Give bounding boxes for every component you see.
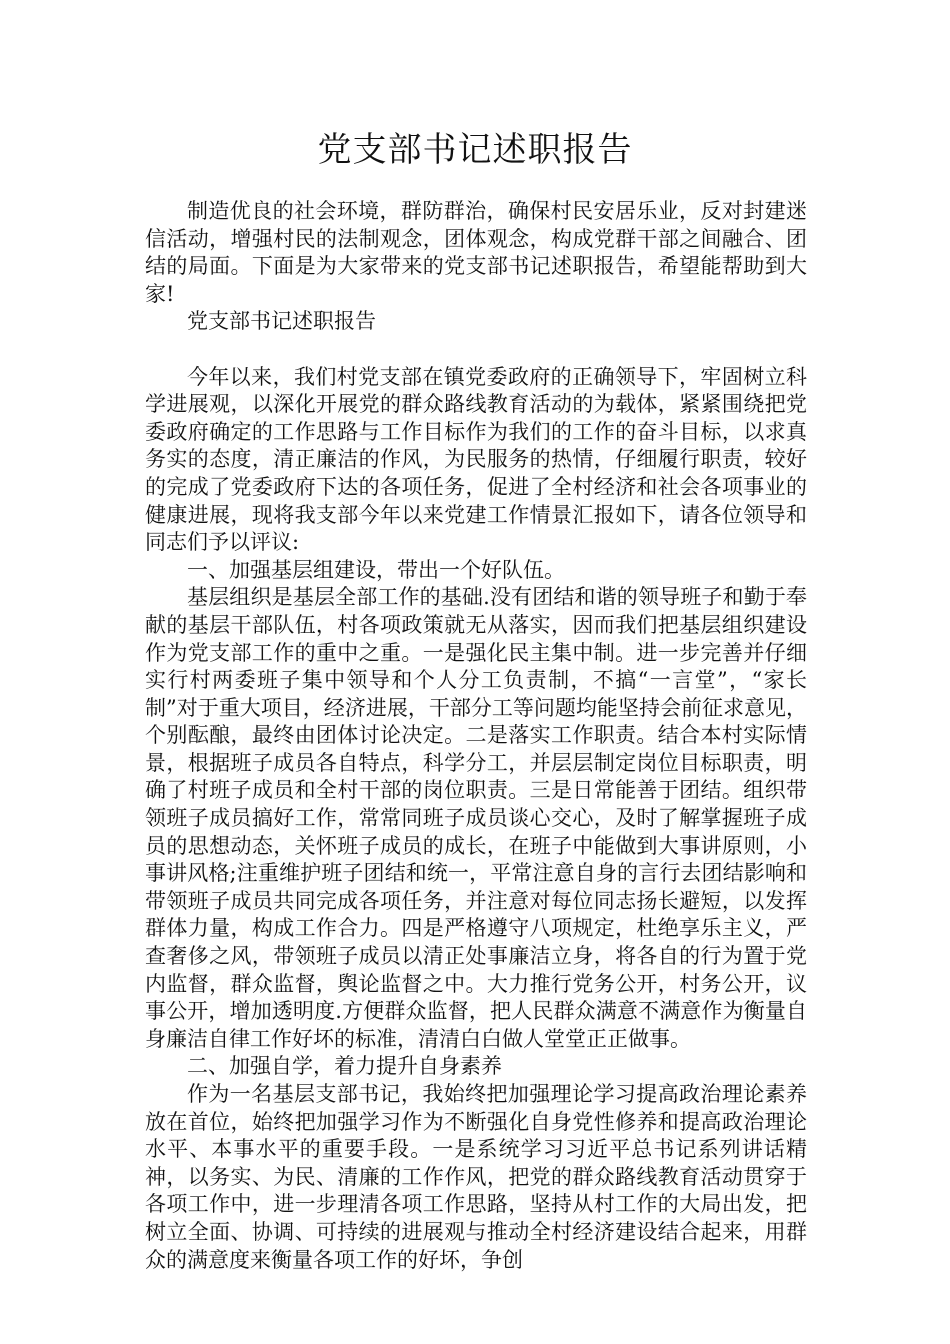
subtitle-line: 党支部书记述职报告 <box>187 309 376 334</box>
body-paragraph-3: 作为一名基层支部书记，我始终把加强理论学习提高政治理论素养放在首位，始终把加强学习作为不断强化自身党性修养和提高政治理论水平、本事水平的重要手段。一是系统学习习近平总书记系列讲话精神，以务实、为民、清廉的工作作风，把党的群众路线教育活动贯穿于各项工作中，进一步理清各项工作思路，坚持从村工作的大局出发，把树立全面、协调、可持续的进展观与推动全村经济建设结合起来，用群众的满意度来衡量各项工作的好坏，争创 <box>145 1082 807 1272</box>
section-heading-2: 二、加强自学，着力提升自身素养 <box>187 1054 502 1079</box>
document-title: 党支部书记述职报告 <box>317 130 633 170</box>
section-heading-1: 一、加强基层组建设，带出一个好队伍。 <box>187 557 565 582</box>
blank-line <box>145 336 807 364</box>
document-body <box>145 198 807 1274</box>
intro-paragraph: 制造优良的社会环境，群防群治，确保村民安居乐业，反对封建迷信活动，增强村民的法制观念，团体观念，构成党群干部之间融合、团结的局面。下面是为大家带来的党支部书记述职报告，希望能帮助到大家! <box>145 199 807 306</box>
body-paragraph-2: 基层组织是基层全部工作的基础.没有团结和谐的领导班子和勤于奉献的基层干部队伍，村各项政策就无从落实，因而我们把基层组织建设作为党支部工作的重中之重。一是强化民主集中制。进一步完善并仔细实行村两委班子集中领导和个人分工负责制，不搞“一言堂”，“家长制”对于重大项目，经济进展，干部分工等问题均能坚持会前征求意见，个别酝酿，最终由团体讨论决定。二是落实工作职责。结合本村实际情景，根据班子成员各自特点，科学分工，并层层制定岗位目标职责，明确了村班子成员和全村干部的岗位职责。三是日常能善于团结。组织带领班子成员搞好工作，常常同班子成员谈心交心，及时了解掌握班子成员的思想动态，关怀班子成员的成长，在班子中能做到大事讲原则，小事讲风格;注重维护班子团结和统一，平常注意自身的言行去团结影响和带领班子成员共同完成各项任务，并注意对每位同志扬长避短，以发挥群体力量，构成工作合力。四是严格遵守八项规定，杜绝享乐主义，严查奢侈之风，带领班子成员以清正处事廉洁立身，将各自的行为置于党内监督，群众监督，舆论监督之中。大力推行党务公开，村务公开，议事公开，增加透明度.方便群众监督，把人民群众满意不满意作为衡量自身廉洁自律工作好坏的标准，清清白白做人堂堂正正做事。 <box>145 585 807 1051</box>
body-paragraph-1: 今年以来，我们村党支部在镇党委政府的正确领导下，牢固树立科学进展观，以深化开展党的群众路线教育活动的为载体，紧紧围绕把党委政府确定的工作思路与工作目标作为我们的工作的奋斗目标，以求真务实的态度，清正廉洁的作风，为民服务的热情，仔细履行职责，较好的完成了党委政府下达的各项任务，促进了全村经济和社会各项事业的健康进展，现将我支部今年以来党建工作情景汇报如下，请各位领导和同志们予以评议: <box>145 364 807 555</box>
